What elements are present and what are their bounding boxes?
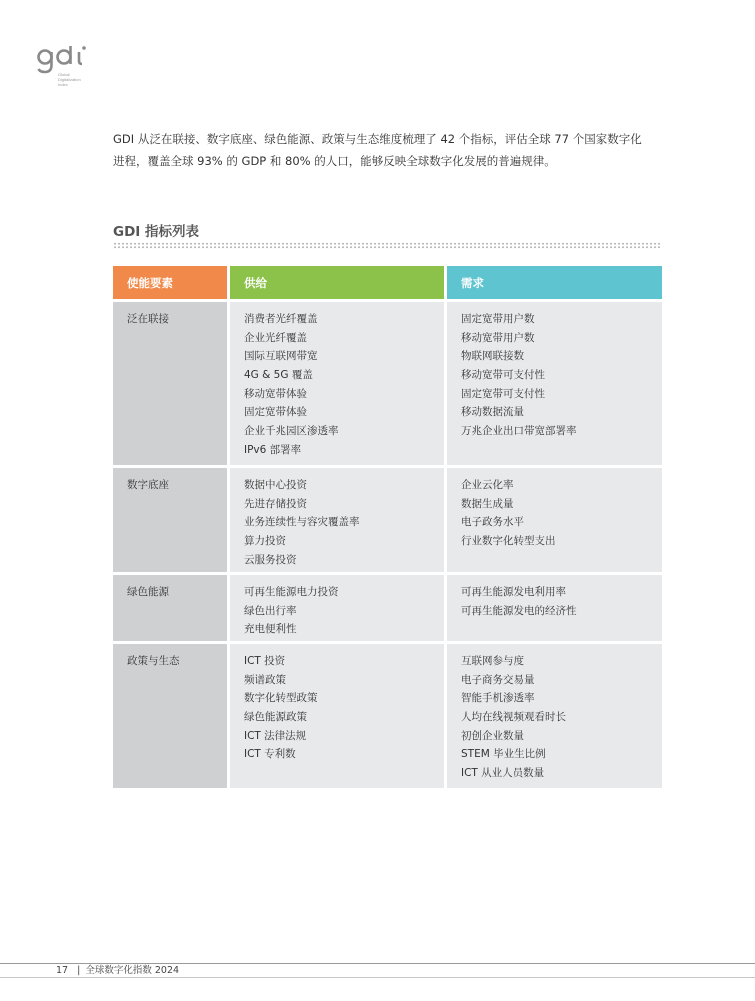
supply-item: ICT 专利数 xyxy=(244,748,296,761)
supply-item: ICT 投资 xyxy=(244,655,286,667)
supply-item: 数字化转型政策 xyxy=(244,692,318,705)
demand-item: 物联网联接数 xyxy=(461,350,524,363)
demand-cell xyxy=(447,302,662,465)
supply-item: 算力投资 xyxy=(244,535,286,548)
dotted-divider xyxy=(113,242,662,249)
demand-list xyxy=(461,476,662,551)
demand-item: STEM 毕业生比例 xyxy=(461,748,546,761)
supply-list xyxy=(244,476,444,569)
dimension-cell xyxy=(113,575,227,641)
supply-item: 业务连续性与容灾覆盖率 xyxy=(244,516,360,529)
intro-line: GDI 从泛在联接、数字底座、绿色能源、政策与生态维度梳理了 42 个指标，评估全球 77 个国家数字化 xyxy=(113,132,642,146)
supply-item: IPv6 部署率 xyxy=(244,443,302,456)
logo-subtitle-line: Digitalization xyxy=(58,77,81,82)
supply-item: 绿色能源政策 xyxy=(244,711,307,724)
footer-separator: | xyxy=(77,965,81,976)
supply-item: 可再生能源电力投资 xyxy=(244,586,339,598)
supply-item: 企业千兆园区渗透率 xyxy=(244,425,339,438)
demand-item: 可再生能源发电的经济性 xyxy=(461,604,577,617)
supply-cell xyxy=(230,644,444,788)
page-number: 17 xyxy=(56,965,69,976)
footer-divider-bottom xyxy=(0,977,755,978)
supply-item: 先进存储投资 xyxy=(244,497,307,510)
demand-item: 电子商务交易量 xyxy=(461,673,535,686)
demand-item: 人均在线视频观看时长 xyxy=(461,711,566,724)
gdi-logo-icon xyxy=(36,44,96,74)
indicator-table xyxy=(113,266,662,788)
demand-item: 行业数字化转型支出 xyxy=(461,535,556,548)
table-row xyxy=(113,302,662,465)
demand-item: 万兆企业出口带宽部署率 xyxy=(461,425,577,438)
header-demand: 需求 xyxy=(447,266,662,299)
supply-item: 移动宽带体验 xyxy=(244,387,307,400)
demand-list xyxy=(461,583,662,620)
demand-item: ICT 从业人员数量 xyxy=(461,767,545,780)
demand-item: 可再生能源发电利用率 xyxy=(461,586,566,598)
logo-subtitle-line: Global xyxy=(58,72,70,77)
logo-subtitle-line: Index xyxy=(58,82,68,87)
demand-item: 移动数据流量 xyxy=(461,406,524,419)
supply-list xyxy=(244,583,444,639)
intro-line: 进程，覆盖全球 93% 的 GDP 和 80% 的人口，能够反映全球数字化发展的普遍规律。 xyxy=(113,154,556,168)
demand-item: 智能手机渗透率 xyxy=(461,692,535,705)
logo-subtitle xyxy=(58,72,81,87)
table-row xyxy=(113,575,662,641)
table-header xyxy=(113,266,662,299)
supply-item: ICT 法律法规 xyxy=(244,729,307,742)
intro-paragraph xyxy=(113,128,669,172)
demand-item: 企业云化率 xyxy=(461,479,514,491)
supply-item: 4G & 5G 覆盖 xyxy=(244,369,313,382)
dimension-cell xyxy=(113,468,227,572)
dimension-cell xyxy=(113,302,227,465)
demand-item: 互联网参与度 xyxy=(461,655,524,667)
demand-cell xyxy=(447,575,662,641)
supply-cell xyxy=(230,468,444,572)
supply-item: 数据中心投资 xyxy=(244,479,307,491)
dimension-label: 政策与生态 xyxy=(127,655,180,667)
demand-item: 电子政务水平 xyxy=(461,516,524,529)
demand-item: 移动宽带用户数 xyxy=(461,331,535,344)
dimension-label: 泛在联接 xyxy=(127,313,169,325)
dimension-label: 数字底座 xyxy=(127,479,169,491)
supply-cell xyxy=(230,575,444,641)
demand-item: 数据生成量 xyxy=(461,497,514,510)
supply-list xyxy=(244,652,444,764)
footer-title: 全球数字化指数 2024 xyxy=(85,965,180,976)
supply-item: 云服务投资 xyxy=(244,553,297,566)
header-dimension: 使能要素 xyxy=(113,266,227,299)
demand-list xyxy=(461,310,662,441)
demand-item: 初创企业数量 xyxy=(461,729,524,742)
supply-item: 国际互联网带宽 xyxy=(244,350,318,363)
supply-item: 绿色出行率 xyxy=(244,604,297,617)
demand-cell xyxy=(447,644,662,788)
demand-cell xyxy=(447,468,662,572)
supply-list xyxy=(244,310,444,460)
supply-item: 频谱政策 xyxy=(244,673,286,686)
dimension-label: 绿色能源 xyxy=(127,586,169,598)
section-title: GDI 指标列表 xyxy=(113,224,200,240)
demand-list xyxy=(461,652,662,783)
table-row xyxy=(113,468,662,572)
dimension-cell xyxy=(113,644,227,788)
demand-item: 固定宽带用户数 xyxy=(461,313,535,325)
supply-item: 固定宽带体验 xyxy=(244,406,307,419)
supply-item: 企业光纤覆盖 xyxy=(244,331,307,344)
demand-item: 固定宽带可支付性 xyxy=(461,387,545,400)
supply-item: 消费者光纤覆盖 xyxy=(244,313,318,325)
demand-item: 移动宽带可支付性 xyxy=(461,369,545,382)
supply-cell xyxy=(230,302,444,465)
table-row xyxy=(113,644,662,788)
header-supply: 供给 xyxy=(230,266,444,299)
supply-item: 充电便利性 xyxy=(244,623,297,636)
page-footer xyxy=(56,964,179,977)
